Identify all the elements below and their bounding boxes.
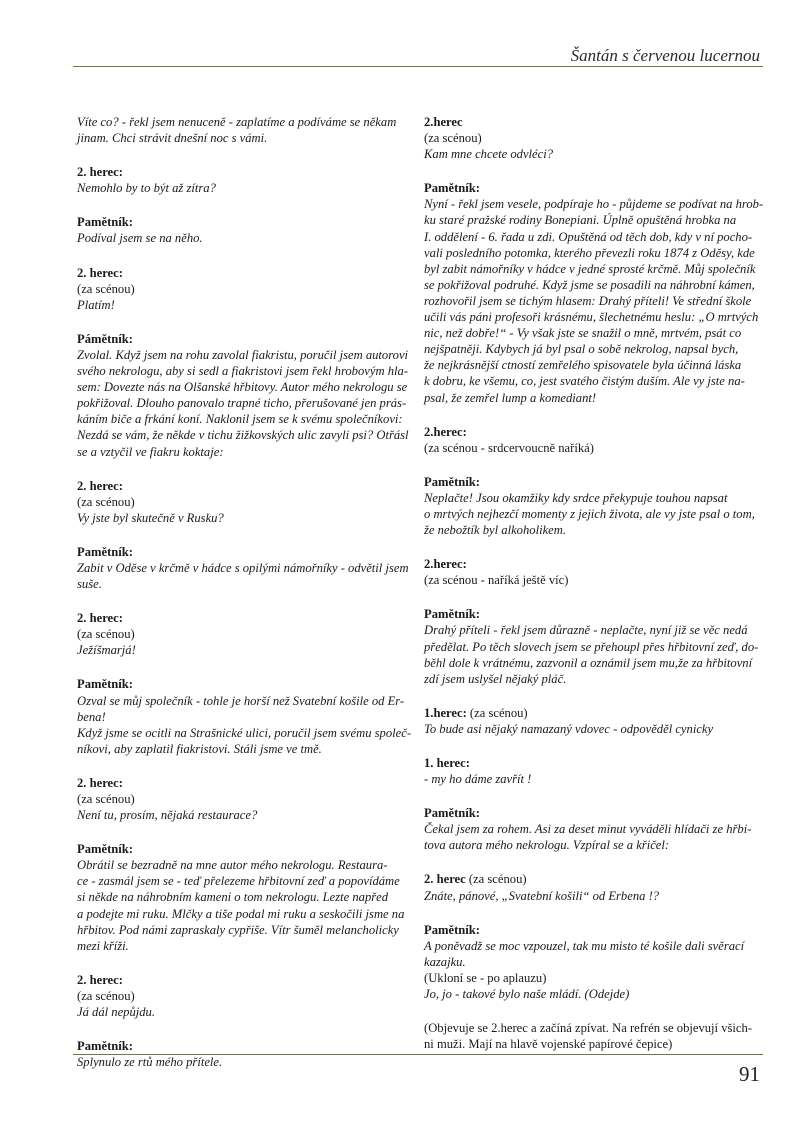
dialogue-text: Obrátil se bezradně na mne autor mého nekrologu. Restaura- [77, 858, 388, 873]
speaker-name: Pamětník: [77, 1039, 133, 1054]
speaker-line [424, 705, 763, 721]
stage-direction: (za scénou - naříká ještě víc) [424, 573, 569, 588]
dialogue-text: Kam mne chcete odvléci? [424, 147, 554, 162]
dialogue-block [424, 474, 763, 538]
dialogue-text: pokřižoval. Dlouho panovalo trapné ticho, přerušované jen prás- [77, 396, 407, 411]
dialogue-text: vali posledního potomka, kterého převezli roku 1874 z Oděsy, kde [424, 245, 755, 260]
speaker-name: 1. herec: [424, 756, 470, 770]
speaker-name: 1.herec: [424, 705, 467, 720]
dialogue-text: Nyní - řekl jsem vesele, podpíraje ho - půjdeme se podívat na hrob- [424, 197, 764, 212]
dialogue-text: káním biče a frkání koní. Naklonil jsem se k svému společníkovi: [77, 412, 403, 427]
speaker-name: Pamětník: [424, 806, 480, 821]
footer-rule [73, 1054, 763, 1055]
header-rule [73, 66, 763, 67]
stage-direction: (Ukloní se - po aplauzu) [424, 970, 547, 985]
dialogue-block [77, 114, 416, 146]
page-number: 91 [739, 1062, 760, 1086]
dialogue-text: Nezdá se vám, že někde v tichu žižkovských ulic zavyli psi? Otřásl [77, 428, 409, 443]
dialogue-text: I. oddělení - 6. řada u zdi. Opuštěná od těch dob, kdy v ní pocho- [424, 229, 753, 244]
dialogue-block [77, 775, 416, 823]
dialogue-text: předělat. Po těch slovech jsem se přehoupl přes hřbitovní zeď, do- [424, 639, 759, 654]
dialogue-block [77, 214, 416, 246]
dialogue-text: že nejkrásnější ctností zemřelého spisovatele byla účinná láska [424, 358, 742, 373]
dialogue-text: mezi kříži. [77, 938, 129, 953]
dialogue-block [77, 478, 416, 526]
dialogue-text: Zvolal. Když jsem na rohu zavolal fiakristu, poručil jsem autorovi [77, 347, 409, 362]
dialogue-text: a podejte mi ruku. Mlčky a tiše podal mi ruku a seskočili jsme na [77, 906, 405, 921]
dialogue-text: nejšpatněji. Kdybych já byl psal o sobě nekrolog, napsal bych, [424, 342, 739, 357]
speaker-name: 2. herec: [77, 775, 123, 790]
dialogue-text: kazajku. [424, 954, 466, 969]
dialogue-text: Víte co? - řekl jsem nenuceně - zaplatíme a podíváme se někam [77, 115, 397, 129]
speaker-name: 2. herec [424, 872, 466, 887]
dialogue-text: bena! [77, 709, 106, 724]
stage-direction: ni muži. Mají na hlavě vojenské papírové čepice) [424, 1037, 673, 1052]
speaker-line [424, 871, 763, 887]
dialogue-text: Nemohlo by to být až zítra? [77, 181, 216, 196]
dialogue-text: Podíval jsem se na něho. [77, 231, 203, 246]
dialogue-block [77, 841, 416, 954]
stage-direction: (za scénou) [424, 131, 482, 146]
dialogue-block [424, 424, 763, 456]
dialogue-text: níkovi, aby zaplatil fiakristovi. Stáli jsme ve tmě. [77, 741, 322, 756]
dialogue-block [77, 676, 416, 756]
dialogue-text: rozhovořil jsem se tichým hlasem: Drahý příteli! Ve střední škole [424, 293, 752, 308]
dialogue-text: psal, že zemřel lump a komediant! [424, 390, 597, 405]
dialogue-text: suše. [77, 577, 102, 592]
right-column [424, 114, 763, 1070]
speaker-name: Pamětník: [77, 677, 133, 692]
dialogue-text: Znáte, pánové, „Svatební košili“ od Erbena !? [424, 888, 660, 903]
dialogue-text: Drahý příteli - řekl jsem důrazně - neplačte, nyní již se věc nedá [424, 623, 748, 638]
dialogue-text: si někde na náhrobním kameni o tom nekrologu. Lezte napřed [77, 890, 389, 905]
speaker-name: 2. herec: [77, 972, 123, 987]
dialogue-text: Splynulo ze rtů mého přítele. [77, 1055, 223, 1070]
dialogue-text: svého nekrologu, aby si sedl a fiakristovi jsem řekl hrobovým hla- [77, 364, 408, 379]
dialogue-text: běhl dole k vrátnému, zazvonil a oznámil jsem mu,že za hřbitovní [424, 655, 753, 670]
dialogue-text: A poněvadž se moc vzpouzel, tak mu misto té košile dali svěrací [424, 938, 745, 953]
speaker-name: Pamětník: [424, 607, 480, 622]
dialogue-text: že nebožtík byl alkoholikem. [424, 523, 566, 538]
dialogue-block [424, 114, 763, 162]
stage-direction: (Objevuje se 2.herec a začíná zpívat. Na refrén se objevují všich- [424, 1021, 752, 1036]
dialogue-text: Já dál nepůjdu. [77, 1005, 155, 1020]
dialogue-block [424, 1020, 763, 1052]
stage-direction: (za scénou) [466, 705, 528, 720]
dialogue-block [77, 544, 416, 592]
dialogue-text: se pokřižoval podruhé. Když jsme se posadili na náhrobní kámen, [424, 277, 755, 292]
dialogue-text: o mrtvých nejhezčí momenty z jejich života, ale vy jste psal o tom, [424, 506, 755, 521]
dialogue-text: Neplačte! Jsou okamžiky kdy srdce překypuje touhou napsat [424, 490, 728, 505]
speaker-name: Pamětník: [77, 842, 133, 857]
dialogue-block [77, 164, 416, 196]
stage-direction: (za scénou) [465, 872, 527, 887]
dialogue-text: To bude asi nějaký namazaný vdovec - odpověděl cynicky [424, 721, 714, 736]
dialogue-text: Není tu, prosím, nějaká restaurace? [77, 808, 258, 823]
dialogue-block [77, 265, 416, 313]
speaker-name: Pamětník: [77, 215, 133, 230]
speaker-name: 2. herec: [77, 265, 123, 280]
dialogue-text: se a vztyčil ve fiakru koktaje: [77, 444, 224, 459]
speaker-name: 2. herec: [77, 165, 123, 180]
speaker-name: Pamětník: [424, 181, 480, 196]
dialogue-block [424, 922, 763, 1002]
speaker-name: Pamětník: [77, 544, 133, 559]
dialogue-text: tova autora mého nekrologu. Vzpíral se a křičel: [424, 838, 670, 853]
speaker-name: Pamětník: [424, 474, 480, 489]
dialogue-text: hřbitov. Pod námi zapraskaly cypřiše. Vítr šuměl melancholicky [77, 922, 399, 937]
speaker-name: 2. herec: [77, 611, 123, 626]
dialogue-text: Jo, jo - takové bylo naše mládí. (Odejde) [424, 987, 630, 1002]
left-column [77, 114, 416, 1088]
dialogue-text: zdí jsem uslyšel nějaký pláč. [424, 671, 567, 686]
page-title: Šantán s červenou lucernou [570, 46, 760, 65]
dialogue-block [424, 871, 763, 903]
dialogue-text: Čekal jsem za rohem. Asi za deset minut vyváděli hlídači ze hřbi- [424, 822, 752, 837]
stage-direction: (za scénou) [77, 627, 135, 642]
speaker-name: 2.herec: [424, 557, 467, 572]
dialogue-text: ce - zasmál jsem se - teď přelezeme hřbitovní zeď a popovídáme [77, 874, 400, 889]
dialogue-block [77, 972, 416, 1020]
dialogue-text: Ozval se můj společník - tohle je horší než Svatební košile od Er- [77, 693, 405, 708]
speaker-name: Pámětník: [77, 331, 133, 346]
dialogue-text: jinam. Chci strávit dnešní noc s vámi. [77, 131, 268, 146]
dialogue-text: Platím! [77, 297, 115, 312]
dialogue-block [424, 180, 763, 405]
dialogue-text: - my ho dáme zavřít ! [424, 772, 532, 787]
dialogue-block [424, 705, 763, 737]
dialogue-block [424, 556, 763, 588]
dialogue-text: Vy jste byl skutečně v Rusku? [77, 510, 224, 525]
dialogue-text: učili vás páni profesoři krásnému, šlechetnému heslu: „O mrtvých [424, 310, 759, 325]
dialogue-block [424, 805, 763, 853]
dialogue-text: nic, než dobře!“ - Vy však jste se snažil o mně, mrtvém, psát co [424, 326, 742, 341]
speaker-name: Pamětník: [424, 922, 480, 937]
stage-direction: (za scénou) [77, 494, 135, 509]
speaker-name: 2.herec: [424, 424, 467, 439]
dialogue-block [424, 755, 763, 787]
speaker-name: 2. herec: [77, 478, 123, 493]
dialogue-text: Ježíšmarjá! [77, 643, 136, 658]
dialogue-block [77, 610, 416, 658]
stage-direction: (za scénou - srdcervoucně naříká) [424, 440, 594, 455]
dialogue-text: Zabit v Oděse v krčmě v hádce s opilými námořníky - odvětil jsem [77, 560, 409, 575]
dialogue-text: Když jsme se ocitli na Strašnické ulici, poručil jsem svému společ- [77, 725, 412, 740]
dialogue-text: k dobru, ke všemu, co, jest svatého čistým duším. Ale vy jste na- [424, 374, 745, 389]
dialogue-text: ku staré pražské rodiny Bonepiani. Úplně opuštěná hrobka na [424, 213, 737, 228]
speaker-name: 2.herec [424, 115, 463, 129]
dialogue-block [77, 331, 416, 460]
dialogue-text: sem: Dovezte nás na Olšanské hřbitovy. Autor mého nekrologu se [77, 380, 408, 395]
stage-direction: (za scénou) [77, 988, 135, 1003]
stage-direction: (za scénou) [77, 281, 135, 296]
dialogue-text: byl zabit námořníky v hádce v jedné sprosté krčmě. Můj společník [424, 261, 756, 276]
stage-direction: (za scénou) [77, 792, 135, 806]
dialogue-block [424, 606, 763, 686]
